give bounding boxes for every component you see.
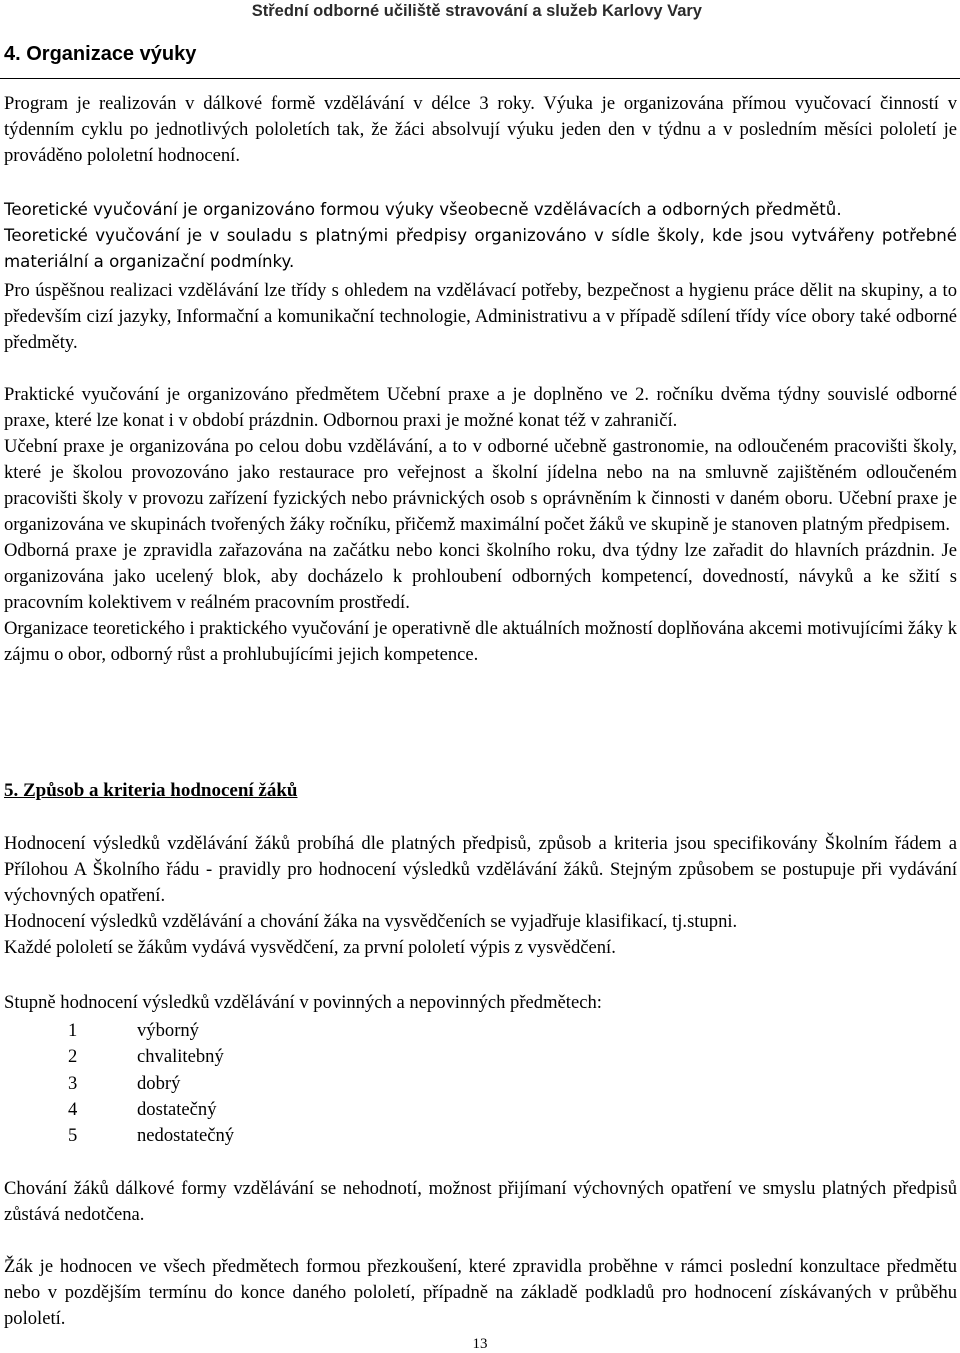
paragraph: Praktické vyučování je organizováno předmětem Učební praxe a je doplněno ve 2. ročníku dvěma týdny souvislé odborné praxe, které lze konat i v období prázdnin. Odbornou praxi je možné konat též v zahraničí.: [4, 384, 957, 431]
paragraph: Chování žáků dálkové formy vzdělávání se nehodnotí, možnost přijímaní výchovných opatření ve smyslu platných předpisů zůstává nedotčena.: [4, 1178, 957, 1225]
paragraph: Teoretické vyučování je v souladu s platnými předpisy organizováno v sídle školy, kde jsou vytvářeny potřebné materiální a organizační podmínky.: [4, 226, 957, 271]
page-number: 13: [472, 1336, 488, 1352]
list-item: [68, 1123, 234, 1149]
paragraph-exam: [4, 1254, 957, 1332]
paragraph: Učební praxe je organizována po celou dobu vzdělávání, a to v odborné učebně gastronomie, na odloučeném pracovišti školy, které je školou provozováno jako restaurace pro veřejnost a školní jídelna nebo na na smluvně zajištěném odloučeném pracovišti školy v provozu zařízení fyzických nebo právnických osob s oprávněním k činnosti v daném oboru. Učební praxe je organizována ve skupinách tvořených žáky ročníku, přičemž maximální počet žáků ve skupině je stanoven platným předpisem.: [4, 436, 957, 535]
paragraph: Hodnocení výsledků vzdělávání a chování žáka na vysvědčeních se vyjadřuje klasifikací, tj.stupni.: [4, 911, 738, 932]
paragraph: Hodnocení výsledků vzdělávání žáků probíhá dle platných předpisů, způsob a kriteria jsou specifikovány Školním řádem a Přílohou A Školního řádu - pravidly pro hodnocení výsledků vzdělávání žáků. Stejným způsobem se postupuje při vydávání výchovných opatření.: [4, 833, 957, 906]
list-item: [68, 1044, 234, 1070]
grades-intro: [4, 990, 957, 1016]
grade-number: 5: [68, 1125, 78, 1147]
paragraph: Odborná praxe je zpravidla zařazována na začátku nebo konci školního roku, dva týdny lze zařadit do hlavních prázdnin. Je organizována jako ucelený blok, aby docházelo k prohloubení odborných kompetencí, dovedností, návyků a ke sžití s pracovním kolektivem v reálném pracovním prostředí.: [4, 540, 957, 613]
paragraph-program: [4, 91, 957, 169]
grade-number: 3: [68, 1072, 78, 1094]
paragraph-groups: [4, 278, 957, 356]
grade-number: 1: [68, 1020, 78, 1041]
list-item: [68, 1071, 234, 1097]
header-divider: [0, 78, 960, 79]
paragraph: Program je realizován v dálkové formě vzdělávání v délce 3 roky. Výuka je organizována přímou vyučovací činností v týdenním cyklu po jednotlivých pololetích tak, že žáci absolvují výuku jeden den v týdnu a v posledním měsíci pololetí je prováděno pololetní hodnocení.: [4, 93, 957, 166]
paragraph-behavior: [4, 1176, 957, 1228]
grade-number: 4: [68, 1098, 78, 1120]
list-item: [68, 1097, 234, 1123]
section-title: 4. Organizace výuky: [4, 43, 197, 65]
paragraph-group-theory: [4, 197, 957, 275]
paragraph: Žák je hodnocen ve všech předmětech formou přezkoušení, které zpravidla proběhne v rámci poslední konzultace předmětu nebo v pozdějším termínu do konce daného pololetí, případně na základě podkladů pro hodnocení získávaných v průběhu pololetí.: [4, 1256, 957, 1329]
grade-label: výborný: [137, 1020, 199, 1041]
grade-label: dobrý: [137, 1072, 181, 1094]
grade-label: chvalitebný: [137, 1046, 224, 1068]
section-heading: 5. Způsob a kriteria hodnocení žáků: [4, 780, 298, 801]
paragraph: Pro úspěšnou realizaci vzdělávání lze třídy s ohledem na vzdělávací potřeby, bezpečnost a hygienu práce dělit na skupiny, a to především cizí jazyky, Informační a komunikační technologie, Administrativu a v případě sdílení třídy více obory také odborné předměty.: [4, 280, 957, 353]
paragraph: Každé pololetí se žákům vydává vysvědčení, za první pololetí výpis z vysvědčení.: [4, 937, 616, 958]
grade-number: 2: [68, 1046, 78, 1068]
paragraph: Teoretické vyučování je organizováno formou výuky všeobecně vzdělávacích a odborných předmětů.: [4, 200, 842, 219]
school-name-header: Střední odborné učiliště stravování a služeb Karlovy Vary: [251, 2, 702, 20]
paragraph-group-practice: [4, 382, 957, 668]
paragraph: Stupně hodnocení výsledků vzdělávání v povinných a nepovinných předmětech:: [4, 992, 602, 1013]
grades-list: [68, 1018, 234, 1149]
grade-label: nedostatečný: [137, 1125, 235, 1147]
paragraph-group-evaluation: [4, 831, 957, 961]
grade-label: dostatečný: [137, 1098, 217, 1120]
list-item: [68, 1018, 234, 1044]
paragraph: Organizace teoretického i praktického vyučování je operativně dle aktuálních možností doplňována akcemi motivujícími žáky k zájmu o obor, odborný růst a prohlubujícími jejich kompetence.: [4, 618, 957, 665]
